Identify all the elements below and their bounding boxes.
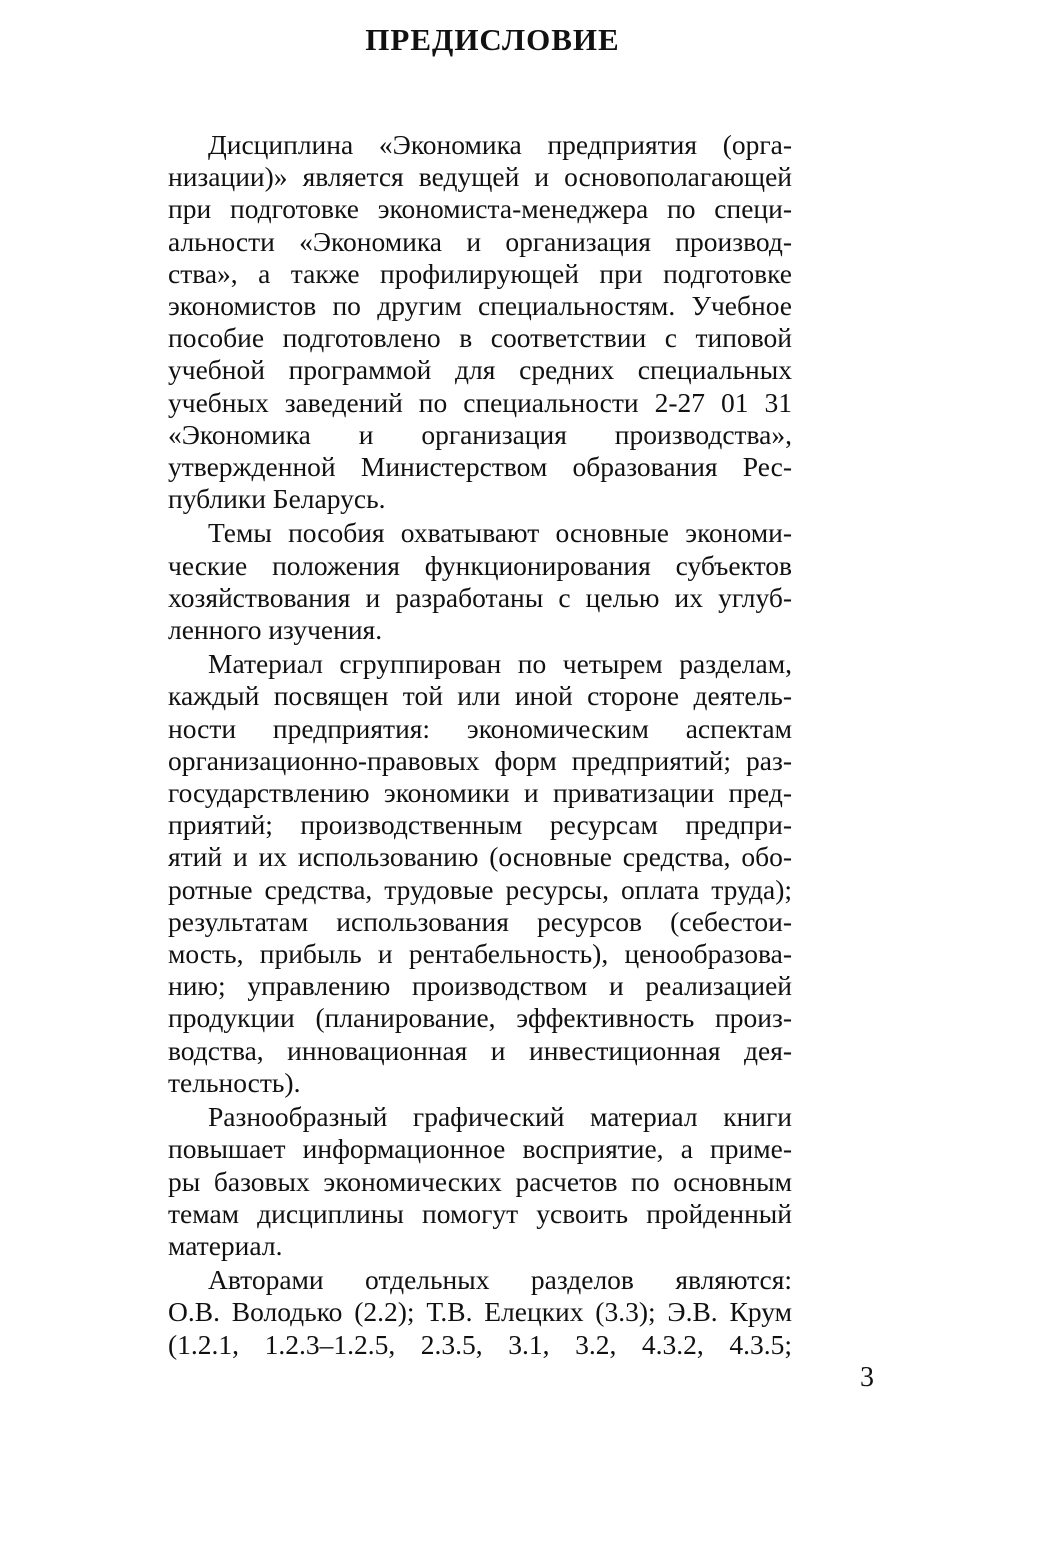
text-line: приятий; производственным ресурсам предпри- (168, 809, 792, 841)
text-line: низации)» является ведущей и основополагающей (168, 161, 792, 193)
text-line: ности предприятия: экономическим аспектам (168, 712, 792, 744)
text-line: нию; управлению производством и реализацией (168, 970, 792, 1002)
text-line: (1.2.1, 1.2.3–1.2.5, 2.3.5, 3.1, 3.2, 4.3.2, 4.3.5; (168, 1328, 792, 1360)
text-line: ятий и их использованию (основные средства, обо- (168, 841, 792, 873)
text-line: при подготовке экономиста-менеджера по специ- (168, 193, 792, 225)
text-line: тельность). (168, 1066, 301, 1098)
text-line: продукции (планирование, эффективность произ- (168, 1002, 792, 1034)
page-title: ПРЕДИСЛОВИЕ (365, 22, 620, 57)
paragraph (168, 1264, 792, 1361)
text-line: мость, прибыль и рентабельность), ценообразова- (168, 938, 792, 970)
text-line: организационно-правовых форм предприятий; раз- (168, 744, 792, 776)
text-line: экономистов по другим специальностям. Учебное (168, 290, 792, 322)
text-line: Материал сгруппирован по четырем разделам, (208, 648, 792, 680)
text-line: темам дисциплины помогут усвоить пройденный (168, 1197, 792, 1229)
text-line: учебной программой для средних специальных (168, 354, 792, 386)
text-line: Разнообразный графический материал книги (208, 1101, 792, 1133)
text-line: публики Беларусь. (168, 483, 386, 515)
text-line: ры базовых экономических расчетов по основным (168, 1165, 792, 1197)
preface-body (168, 129, 792, 1363)
paragraph (168, 517, 792, 646)
text-line: Авторами отдельных разделов являются: (208, 1264, 792, 1296)
text-line: Дисциплина «Экономика предприятия (орга- (208, 129, 792, 160)
text-line: ства», а также профилирующей при подготовке (168, 257, 792, 289)
text-line: Темы пособия охватывают основные экономи- (208, 517, 792, 549)
text-line: утвержденной Министерством образования Рес- (168, 451, 792, 483)
text-line: ческие положения функционирования субъектов (168, 549, 792, 581)
text-line: водства, инновационная и инвестиционная дея- (168, 1034, 792, 1066)
paragraph (168, 1101, 792, 1262)
paragraph (168, 648, 792, 1099)
text-line: хозяйствования и разработаны с целью их углуб- (168, 581, 792, 613)
text-line: О.В. Володько (2.2); Т.В. Елецких (3.3); Э.В. Крум (168, 1296, 792, 1328)
paragraph (168, 129, 792, 515)
text-line: результатам использования ресурсов (себестои- (168, 905, 792, 937)
text-line: повышает информационное восприятие, а приме- (168, 1133, 792, 1165)
text-line: ленного изучения. (168, 614, 383, 646)
text-line: пособие подготовлено в соответствии с типовой (168, 322, 792, 354)
text-line: альности «Экономика и организация производ- (168, 225, 792, 257)
page-number: 3 (860, 1362, 874, 1393)
text-line: каждый посвящен той или иной стороне деятель- (168, 680, 792, 712)
text-line: учебных заведений по специальности 2-27 01 31 (168, 386, 792, 418)
text-line: «Экономика и организация производства», (168, 418, 792, 450)
text-line: материал. (168, 1229, 283, 1261)
text-line: государствлению экономики и приватизации пред- (168, 777, 792, 809)
text-line: ротные средства, трудовые ресурсы, оплата труда); (168, 873, 792, 905)
